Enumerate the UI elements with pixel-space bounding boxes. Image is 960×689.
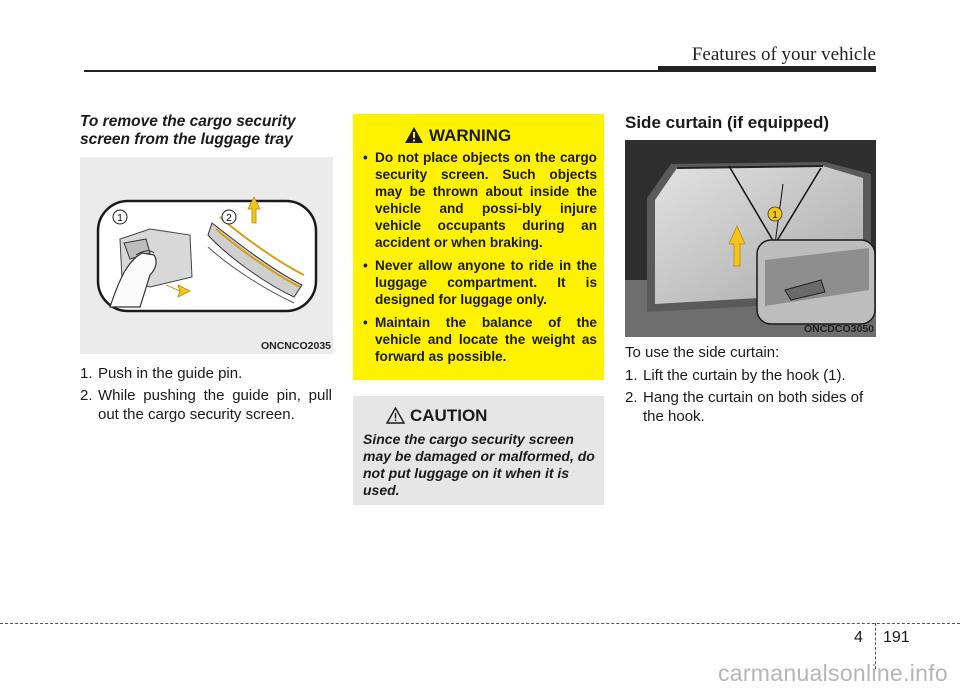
list-item [80, 364, 332, 383]
step-number: 2. [80, 387, 93, 404]
left-heading-line1: To remove the cargo security [80, 113, 296, 130]
list-item: • Never allow anyone to ride in the luggage compartment. It is designed for luggage only. [363, 258, 597, 307]
figure-code: ONCNCO2035 [260, 340, 331, 352]
figure-code: ONCDCO3050 [803, 323, 874, 335]
warning-title: WARNING [429, 126, 512, 145]
side-curtain-illustration [625, 140, 876, 337]
left-heading-line2: screen from the luggage tray [80, 131, 293, 148]
right-section-heading: Side curtain (if equipped) [625, 113, 830, 132]
watermark: carmanualsonline.info [717, 660, 948, 686]
list-item: • Do not place objects on the cargo security screen. Such objects may be thrown about inside the vehicle and possi-bly injure vehicle occupants during an accident or when braking. [363, 150, 597, 250]
footer-rule [0, 623, 960, 624]
step-number: 1. [80, 365, 93, 382]
figure-label-1: 1 [772, 210, 778, 221]
section-title: Features of your vehicle [691, 44, 876, 65]
side-curtain-figure [625, 140, 876, 337]
warning-item-text: Maintain the balance of the vehicle and locate the weight as forward as possible. [375, 315, 597, 364]
warning-triangle-icon [404, 126, 424, 144]
step-number: 1. [625, 367, 638, 384]
chapter-number: 4 [854, 629, 863, 646]
side-curtain-intro: To use the side curtain: [625, 344, 780, 361]
figure-label-1: 1 [117, 213, 123, 224]
list-item [80, 386, 332, 424]
header-rule-accent [658, 66, 876, 72]
warning-list [363, 149, 597, 371]
step-text: Hang the curtain on both sides of the hook. [643, 389, 864, 425]
step-text: Lift the curtain by the hook (1). [643, 367, 846, 384]
step-number: 2. [625, 389, 638, 406]
caution-triangle-icon [386, 407, 405, 424]
warning-box [353, 114, 604, 380]
caution-box [353, 396, 604, 505]
list-item: • Maintain the balance of the vehicle and locate the weight as forward as possible. [363, 315, 597, 364]
cargo-screen-illustration [80, 157, 333, 354]
list-item [625, 388, 877, 426]
step-text: Push in the guide pin. [98, 365, 243, 382]
step-text: While pushing the guide pin, pull out the cargo security screen. [98, 387, 332, 423]
list-item [625, 366, 877, 385]
left-steps-list [80, 364, 332, 427]
cargo-screen-figure [80, 157, 333, 354]
warning-item-text: Never allow anyone to ride in the luggage compartment. It is designed for luggage only. [375, 258, 597, 307]
page-number: 191 [883, 629, 910, 646]
figure-label-2: 2 [226, 213, 232, 224]
caution-text: Since the cargo security screen may be damaged or malformed, do not put luggage on it when it is used. [363, 431, 595, 498]
right-steps-list [625, 366, 877, 429]
caution-title: CAUTION [410, 406, 488, 425]
left-section-heading [80, 113, 340, 149]
warning-item-text: Do not place objects on the cargo security screen. Such objects may be thrown about inside the vehicle and possi-bly injure vehicle occupants during an accident or when braking. [375, 150, 597, 250]
